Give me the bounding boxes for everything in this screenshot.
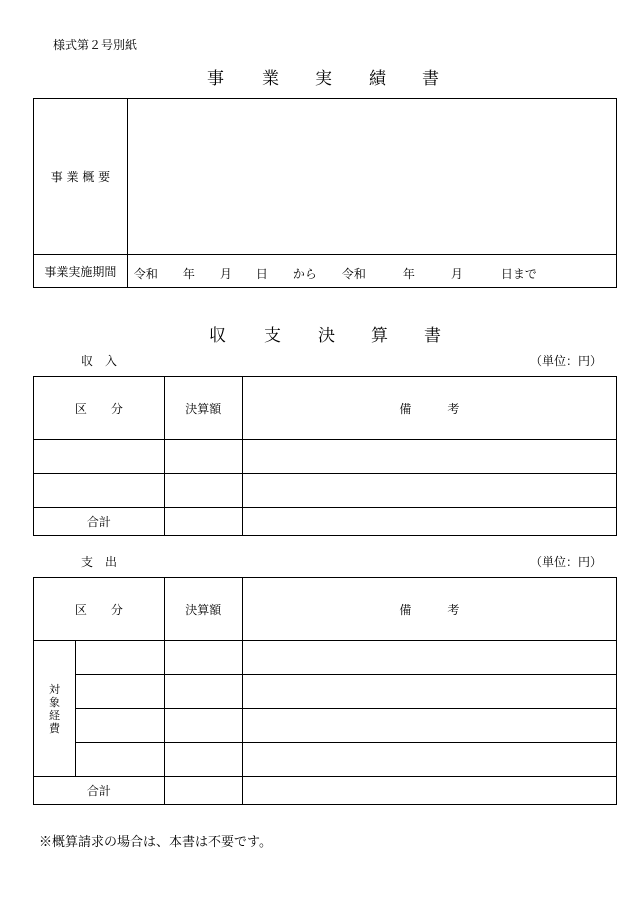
title-char-2: 業 [262, 69, 279, 89]
form-reference: 様式第２号別紙 [53, 38, 138, 52]
income-total-note[interactable] [242, 508, 616, 536]
expense-total-amount[interactable] [164, 777, 242, 805]
period-field[interactable] [127, 255, 616, 288]
income-table [33, 376, 617, 536]
income-col-note: 備 考 [242, 377, 616, 440]
income-category-cell[interactable] [34, 474, 165, 508]
project-summary-table [33, 98, 617, 288]
title2-char-1: 収 [209, 326, 226, 346]
income-note-cell[interactable] [242, 440, 616, 474]
income-amount-cell[interactable] [164, 474, 242, 508]
title2-char-3: 決 [318, 326, 335, 346]
expense-group-label: 対象経費 [48, 682, 60, 735]
expense-table [33, 577, 617, 805]
expense-note-cell[interactable] [242, 675, 616, 709]
title2-char-4: 算 [371, 326, 388, 346]
period-part: 令和 [133, 267, 158, 281]
expense-total-label: 合計 [34, 777, 165, 805]
expense-note-cell[interactable] [242, 709, 616, 743]
period-part: 年 [182, 267, 195, 281]
expense-category-cell[interactable] [75, 743, 164, 777]
overview-label: 事 業 概 要 [34, 99, 128, 255]
income-note-cell[interactable] [242, 474, 616, 508]
expense-total-note[interactable] [242, 777, 616, 805]
expense-col-note: 備 考 [242, 578, 616, 641]
expense-col-amount: 決算額 [164, 578, 242, 641]
expense-unit: （単位：円） [530, 555, 603, 569]
income-category-cell[interactable] [34, 440, 165, 474]
overview-field[interactable] [127, 99, 616, 255]
period-part: 日まで [500, 267, 537, 281]
expense-category-cell[interactable] [75, 641, 164, 675]
income-unit: （単位：円） [530, 354, 603, 368]
footnote: ※概算請求の場合は、本書は不要です。 [39, 835, 272, 850]
income-amount-cell[interactable] [164, 440, 242, 474]
title-char-1: 事 [207, 69, 224, 89]
expense-note-cell[interactable] [242, 743, 616, 777]
expense-category-cell[interactable] [75, 675, 164, 709]
expense-amount-cell[interactable] [164, 743, 242, 777]
income-total-label: 合計 [34, 508, 165, 536]
income-heading: 収 入 [81, 354, 118, 368]
income-col-amount: 決算額 [164, 377, 242, 440]
period-part: 月 [450, 267, 463, 281]
expense-category-cell[interactable] [75, 709, 164, 743]
period-part: から [292, 267, 317, 281]
expense-amount-cell[interactable] [164, 709, 242, 743]
income-total-amount[interactable] [164, 508, 242, 536]
period-part: 令和 [341, 267, 366, 281]
title-char-5: 書 [422, 69, 439, 89]
period-label: 事業実施期間 [34, 255, 128, 288]
expense-note-cell[interactable] [242, 641, 616, 675]
period-part: 月 [219, 267, 232, 281]
period-part: 年 [402, 267, 415, 281]
title-char-3: 実 [315, 69, 332, 89]
expense-group-label-cell [34, 641, 76, 777]
title2-char-5: 書 [424, 326, 441, 346]
expense-col-category: 区 分 [34, 578, 165, 641]
expense-heading: 支 出 [81, 555, 118, 569]
title-char-4: 績 [369, 69, 386, 89]
title2-char-2: 支 [264, 326, 281, 346]
expense-amount-cell[interactable] [164, 675, 242, 709]
expense-amount-cell[interactable] [164, 641, 242, 675]
period-part: 日 [255, 267, 268, 281]
income-col-category: 区 分 [34, 377, 165, 440]
